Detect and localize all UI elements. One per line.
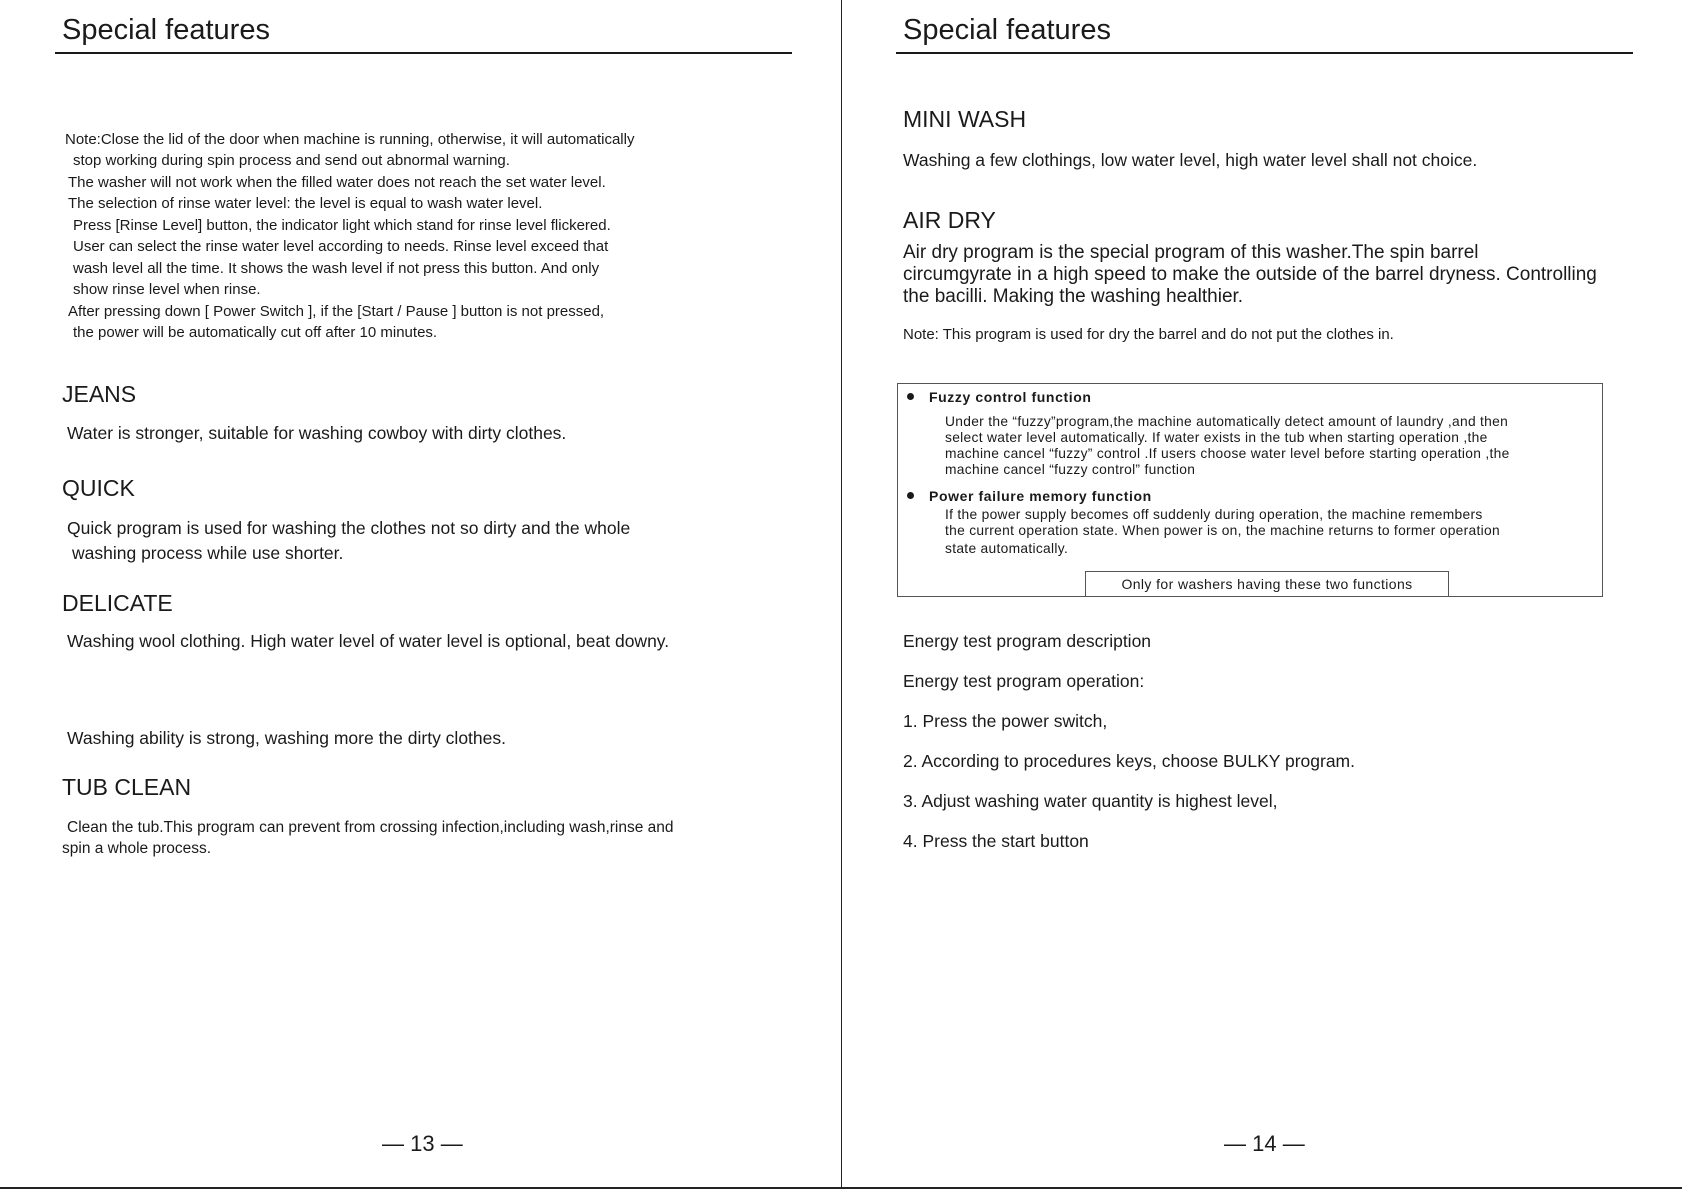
note-line: The washer will not work when the filled water does not reach the set water level. [68,174,606,191]
air-dry-text-line: circumgyrate in a high speed to make the outside of the barrel dryness. Controlling [903,264,1597,285]
bullet-icon [907,492,914,499]
tub-clean-text-line: spin a whole process. [62,840,212,857]
fuzzy-control-title: Fuzzy control function [929,389,1092,405]
mini-wash-text: Washing a few clothings, low water level, high water level shall not choice. [903,150,1478,170]
energy-step: 2. According to procedures keys, choose BULKY program. [903,751,1356,771]
fuzzy-control-line: machine cancel “fuzzy” control .If users choose water level before starting operation ,the [945,446,1510,461]
note-line: After pressing down [ Power Switch ], if the [Start / Pause ] button is not pressed, [68,303,605,320]
bottom-rule [0,1187,1682,1189]
quick-text-line: washing process while use shorter. [72,543,344,563]
functions-tag: Only for washers having these two functions [1085,571,1449,597]
fuzzy-control-line: machine cancel “fuzzy control” function [945,462,1196,477]
note-line: Press [Rinse Level] button, the indicator light which stand for rinse level flickered. [73,217,611,234]
tub-clean-text-line: Clean the tub.This program can prevent from crossing infection,including wash,rinse and [67,819,674,836]
delicate-heading: DELICATE [62,590,173,616]
energy-step: 4. Press the start button [903,831,1089,851]
power-failure-line: state automatically. [945,541,1069,556]
jeans-text: Water is stronger, suitable for washing cowboy with dirty clothes. [67,423,567,443]
right-page-number: — 14 — [1224,1131,1305,1156]
left-page-number: — 13 — [382,1131,463,1156]
note-line: the power will be automatically cut off after 10 minutes. [73,324,438,341]
power-failure-line: If the power supply becomes off suddenly during operation, the machine remembers [945,507,1483,522]
air-dry-text-line: the bacilli. Making the washing healthier. [903,286,1244,307]
power-failure-line: the current operation state. When power is on, the machine returns to former operation [945,523,1500,538]
note-line: stop working during spin process and send out abnormal warning. [73,152,510,169]
air-dry-text-line: Air dry program is the special program of this washer.The spin barrel [903,242,1479,263]
power-failure-title: Power failure memory function [929,488,1152,504]
note-line: wash level all the time. It shows the wash level if not press this button. And only [73,260,600,277]
tub-clean-heading: TUB CLEAN [62,774,192,800]
energy-operation: Energy test program operation: [903,671,1145,691]
note-line: The selection of rinse water level: the level is equal to wash water level. [68,195,543,212]
energy-step: 3. Adjust washing water quantity is highest level, [903,791,1278,811]
note-line: User can select the rinse water level according to needs. Rinse level exceed that [73,238,609,255]
note-line: Note:Close the lid of the door when machine is running, otherwise, it will automatically [65,131,635,148]
delicate-text: Washing wool clothing. High water level of water level is optional, beat downy. [67,631,670,651]
energy-step: 1. Press the power switch, [903,711,1108,731]
air-dry-note: Note: This program is used for dry the barrel and do not put the clothes in. [903,326,1394,343]
page-spine [841,0,842,1187]
note-line: show rinse level when rinse. [73,281,261,298]
energy-description: Energy test program description [903,631,1152,651]
air-dry-heading: AIR DRY [903,207,996,233]
strong-wash-text: Washing ability is strong, washing more the dirty clothes. [67,728,506,748]
quick-heading: QUICK [62,475,135,501]
quick-text-line: Quick program is used for washing the clothes not so dirty and the whole [67,518,631,538]
right-page-title: Special features [903,14,1111,46]
left-title-rule [55,52,792,54]
right-title-rule [896,52,1633,54]
fuzzy-control-line: Under the “fuzzy”program,the machine automatically detect amount of laundry ,and then [945,414,1509,429]
left-page-title: Special features [62,14,270,46]
bullet-icon [907,393,914,400]
mini-wash-heading: MINI WASH [903,106,1027,132]
jeans-heading: JEANS [62,381,137,407]
fuzzy-control-line: select water level automatically. If water exists in the tub when starting operation ,the [945,430,1488,445]
